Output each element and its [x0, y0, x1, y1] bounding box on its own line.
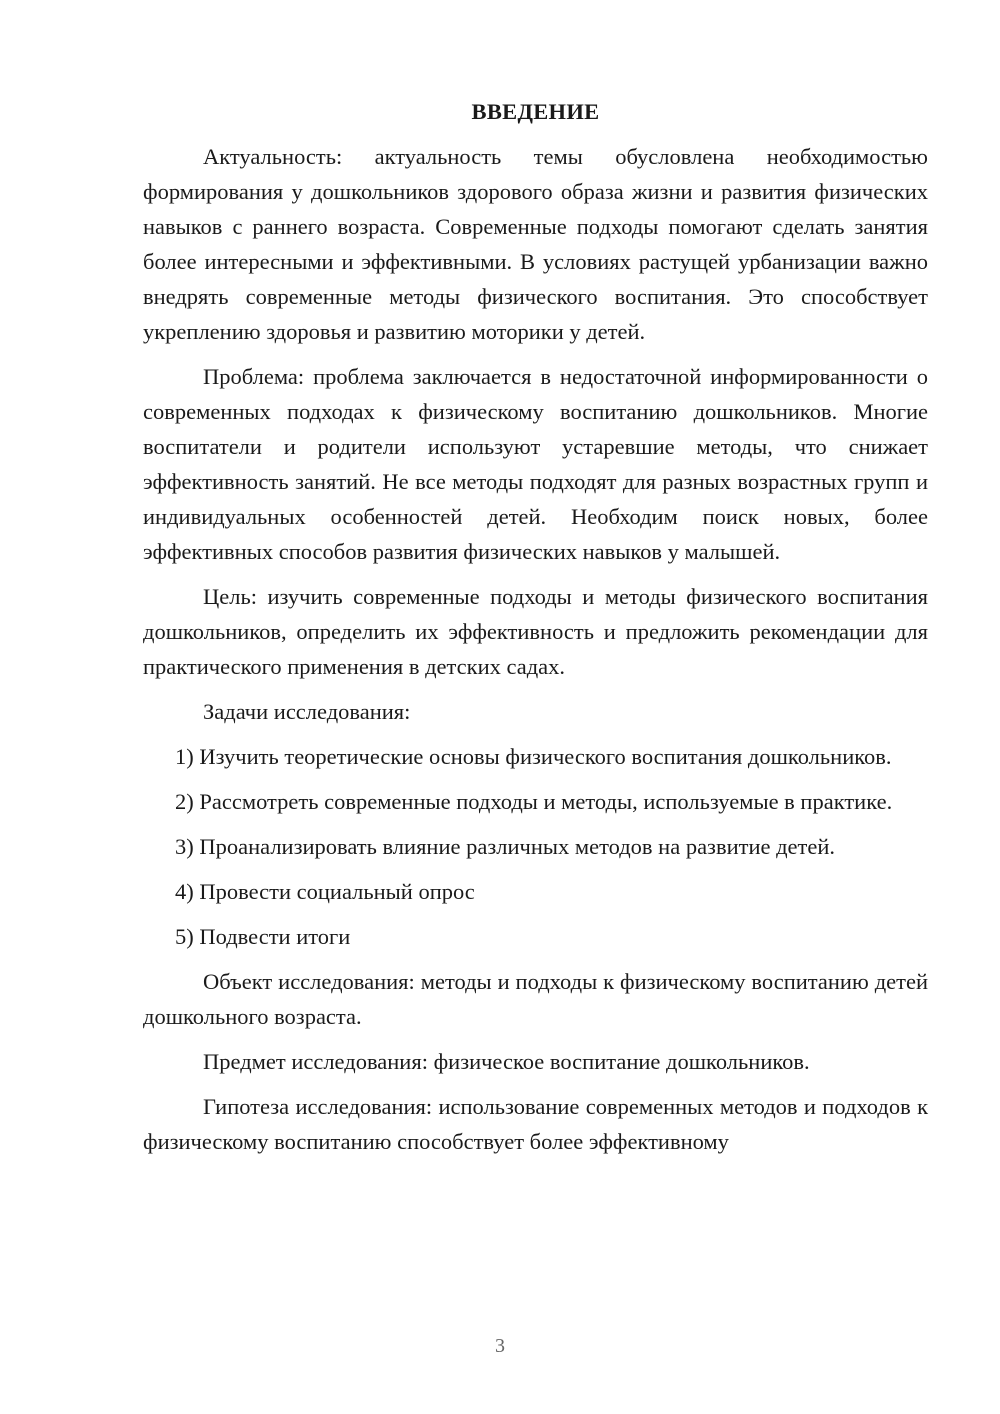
- task-item-4: 4) Провести социальный опрос: [175, 879, 475, 904]
- paragraph-goal: Цель: изучить современные подходы и методы физического воспитания дошкольников, определить их эффективность и предложить рекомендации для практического применения в детских садах.: [143, 584, 928, 679]
- page-number: 3: [495, 1335, 505, 1357]
- paragraph-subject: Предмет исследования: физическое воспитание дошкольников.: [203, 1049, 810, 1074]
- task-item-1: 1) Изучить теоретические основы физического воспитания дошкольников.: [175, 744, 892, 769]
- document-page: [143, 94, 928, 1169]
- paragraph-relevance: Актуальность: актуальность темы обусловлена необходимостью формирования у дошкольников здорового образа жизни и развития физических навыков с раннего возраста. Современные подходы помогают сделать занятия более интересными и эффективными. В условиях растущей урбанизации важно внедрять современные методы физического воспитания. Это способствует укреплению здоровья и развитию моторики у детей.: [143, 144, 928, 344]
- tasks-title: Задачи исследования:: [203, 699, 411, 724]
- paragraph-object: Объект исследования: методы и подходы к физическому воспитанию детей дошкольного возраста.: [143, 969, 928, 1029]
- page-title: ВВЕДЕНИЕ: [471, 99, 600, 124]
- task-item-2: 2) Рассмотреть современные подходы и методы, используемые в практике.: [175, 789, 893, 814]
- paragraph-problem: Проблема: проблема заключается в недостаточной информированности о современных подходах к физическому воспитанию дошкольников. Многие воспитатели и родители используют устаревшие методы, что снижает эффективность занятий. Не все методы подходят для разных возрастных групп и индивидуальных особенностей детей. Необходим поиск новых, более эффективных способов развития физических навыков у малышей.: [143, 364, 928, 564]
- task-item-5: 5) Подвести итоги: [175, 924, 351, 949]
- task-item-3: 3) Проанализировать влияние различных методов на развитие детей.: [175, 834, 836, 859]
- paragraph-hypothesis: Гипотеза исследования: использование современных методов и подходов к физическому воспитанию способствует более эффективному: [143, 1094, 928, 1154]
